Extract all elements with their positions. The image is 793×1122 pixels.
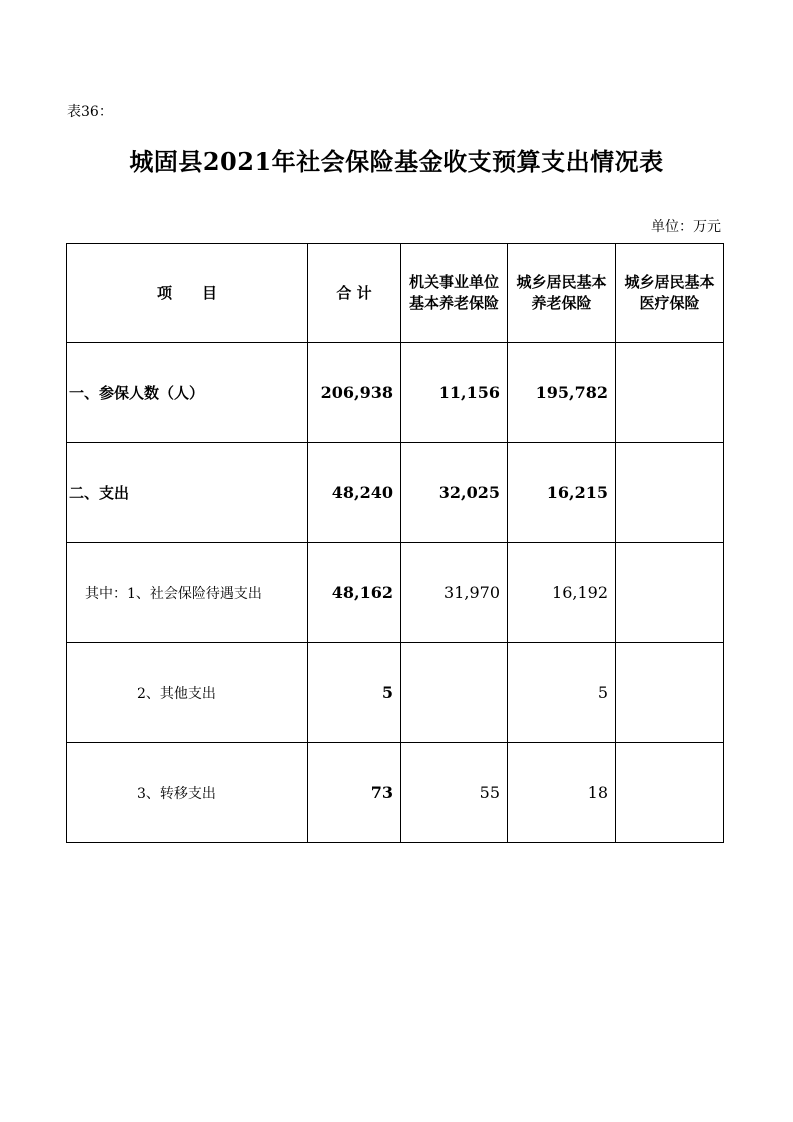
table-row	[67, 743, 724, 843]
cell-total: 206,938	[308, 343, 401, 443]
cell-resident-medical	[616, 443, 724, 543]
page-title: 城固县2021年社会保险基金收支预算支出情况表	[129, 147, 664, 176]
cell-resident-medical	[616, 343, 724, 443]
cell-gov-pension: 31,970	[401, 543, 508, 643]
cell-resident-pension: 18	[508, 743, 616, 843]
cell-resident-pension: 16,215	[508, 443, 616, 543]
expenditure-table	[66, 243, 724, 843]
row-label: 3、转移支出	[67, 743, 308, 843]
header-item: 项 目	[67, 244, 308, 343]
table-row	[67, 443, 724, 543]
cell-total: 73	[308, 743, 401, 843]
cell-gov-pension: 55	[401, 743, 508, 843]
row-label: 二、支出	[67, 443, 308, 543]
header-total: 合 计	[308, 244, 401, 343]
table-row	[67, 643, 724, 743]
cell-resident-pension: 195,782	[508, 343, 616, 443]
table-row	[67, 343, 724, 443]
table-header-row	[67, 244, 724, 343]
table-number: 表36：	[67, 104, 113, 120]
cell-gov-pension	[401, 643, 508, 743]
header-gov-pension: 机关事业单位基本养老保险	[401, 244, 508, 343]
cell-resident-pension: 16,192	[508, 543, 616, 643]
cell-gov-pension: 32,025	[401, 443, 508, 543]
cell-total: 48,240	[308, 443, 401, 543]
unit-label: 单位：万元	[651, 219, 721, 235]
cell-gov-pension: 11,156	[401, 343, 508, 443]
header-resident-pension: 城乡居民基本养老保险	[508, 244, 616, 343]
cell-total: 48,162	[308, 543, 401, 643]
cell-resident-medical	[616, 743, 724, 843]
cell-resident-medical	[616, 543, 724, 643]
cell-resident-pension: 5	[508, 643, 616, 743]
row-label: 一、参保人数（人）	[67, 343, 308, 443]
row-label: 2、其他支出	[67, 643, 308, 743]
row-label: 其中：1、社会保险待遇支出	[67, 543, 308, 643]
table-row	[67, 543, 724, 643]
cell-resident-medical	[616, 643, 724, 743]
header-resident-medical: 城乡居民基本医疗保险	[616, 244, 724, 343]
cell-total: 5	[308, 643, 401, 743]
